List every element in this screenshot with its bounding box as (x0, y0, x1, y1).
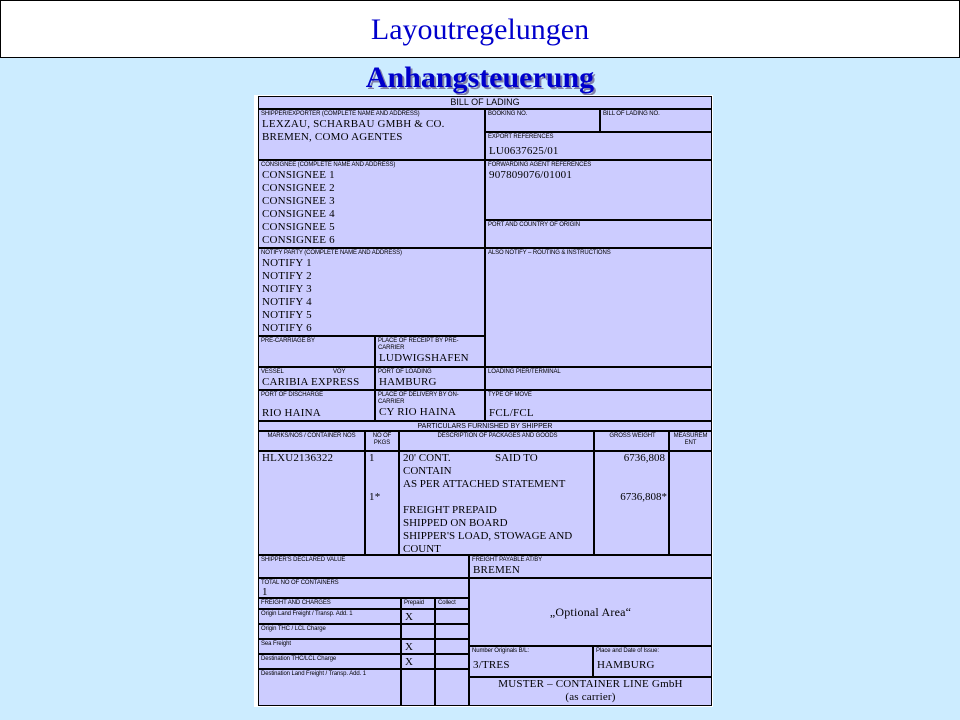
place-receipt-box (375, 336, 485, 367)
desc-line-shipped: SHIPPED ON BOARD (403, 517, 508, 529)
notify-line-4: NOTIFY 4 (262, 296, 312, 308)
origin-box (485, 220, 712, 248)
place-delivery-box (375, 390, 485, 421)
bol-header (258, 96, 712, 109)
col-weight-header (594, 431, 669, 451)
consignee-box (258, 160, 485, 248)
bl-no-box (600, 109, 712, 132)
notify-line-6: NOTIFY 6 (262, 322, 312, 334)
notify-line-1: NOTIFY 1 (262, 257, 312, 269)
desc-line-attached: AS PER ATTACHED STATEMENT (403, 478, 566, 490)
total-containers-value: 1 (262, 586, 268, 598)
container-no: HLXU2136322 (262, 452, 334, 464)
charge-prepaid-1: X (405, 611, 414, 623)
port-loading-label: PORT OF LOADING (378, 369, 432, 375)
charge-label-3: Sea Freight (261, 641, 291, 647)
charge-row-4-label (258, 654, 401, 669)
charge-row-5-label (258, 669, 401, 706)
precarriage-box (258, 336, 375, 367)
voyage-label: VOY (333, 369, 346, 375)
origin-label: PORT AND COUNTRY OF ORIGIN (488, 222, 580, 228)
desc-line-load: SHIPPER'S LOAD, STOWAGE AND (403, 530, 573, 542)
vessel-label: VESSEL (261, 369, 284, 375)
col-marks-header (258, 431, 365, 451)
charge-row-4-prepaid (401, 654, 435, 669)
charge-label-1: Origin Land Freight / Transp. Add. 1 (261, 611, 353, 617)
consignee-line-4: CONSIGNEE 4 (262, 208, 335, 220)
type-move-label: TYPE OF MOVE (488, 392, 532, 398)
consignee-label: CONSIGNEE (COMPLETE NAME AND ADDRESS) (261, 162, 396, 168)
place-delivery-label: PLACE OF DELIVERY BY ON-CARRIER (378, 392, 459, 405)
export-refs-label: EXPORT REFERENCES (488, 134, 554, 140)
charge-label-2: Origin THC / LCL Charge (261, 626, 326, 632)
bl-no-label: BILL OF LADING NO. (603, 111, 660, 117)
slide-title: Layoutregelungen (370, 13, 590, 46)
port-discharge-box (258, 390, 375, 421)
notify-line-3: NOTIFY 3 (262, 283, 312, 295)
place-receipt-label: PLACE OF RECEIPT BY PRE-CARRIER (378, 338, 459, 351)
charge-label-5: Destination Land Freight / Transp. Add. 1 (261, 671, 366, 677)
desc-said-to: SAID TO (495, 452, 538, 464)
also-notify-box (485, 248, 712, 367)
col-measure-body (669, 451, 712, 555)
fwd-agent-value: 907809076/01001 (489, 169, 573, 181)
carrier-box (469, 677, 712, 706)
charge-prepaid-4: X (405, 656, 414, 668)
consignee-line-6: CONSIGNEE 6 (262, 234, 335, 246)
precarriage-label: PRE-CARRIAGE BY (261, 338, 315, 344)
num-originals-label: Number Originals B/L: (472, 648, 529, 654)
place-date-label: Place and Date of Issue: (596, 648, 659, 654)
optional-area-box (469, 578, 712, 646)
collect-header (435, 598, 469, 609)
charge-row-3-label (258, 639, 401, 654)
col-pkgs-label: NO OF PKGS (372, 433, 392, 446)
shipper-line-1: LEXZAU, SCHARBAU GMBH & CO. (262, 118, 445, 130)
charge-row-1-label (258, 609, 401, 624)
total-containers-box (258, 578, 469, 598)
weight-value-2: 6736,808* (620, 491, 667, 503)
col-marks-label: MARKS/NOS / CONTAINER NOS (267, 433, 356, 439)
place-delivery-value: CY RIO HAINA (379, 406, 457, 418)
booking-no-label: BOOKING NO. (488, 111, 528, 117)
charge-row-1-collect (435, 609, 469, 624)
desc-container-type: 20' CONT. (403, 452, 451, 464)
optional-area-text: „Optional Area“ (549, 605, 632, 619)
loading-pier-label: LOADING PIER/TERMINAL (488, 369, 561, 375)
slide-title-box (0, 0, 960, 58)
col-desc-body (399, 451, 594, 555)
fwd-agent-label: FORWARDING AGENT REFERENCES (488, 162, 592, 168)
port-loading-value: HAMBURG (379, 376, 437, 388)
charge-row-2-label (258, 624, 401, 639)
particulars-header-text: PARTICULARS FURNISHED BY SHIPPER (417, 423, 553, 430)
slide-subtitle: Anhangsteuerung (365, 61, 595, 94)
declared-value-label: SHIPPER'S DECLARED VALUE (261, 557, 346, 563)
vessel-value: CARIBIA EXPRESS (262, 376, 360, 388)
also-notify-label: ALSO NOTIFY – ROUTING & INSTRUCTIONS (488, 250, 611, 256)
freight-payable-box (469, 555, 712, 578)
col-desc-header (399, 431, 594, 451)
pkgs-value-2: 1* (369, 491, 381, 503)
particulars-header (258, 421, 712, 431)
place-date-box (593, 646, 712, 677)
port-loading-box (375, 367, 485, 390)
col-pkgs-body (365, 451, 399, 555)
desc-line-contain: CONTAIN (403, 465, 452, 477)
charge-prepaid-3: X (405, 641, 414, 653)
charge-row-3-collect (435, 639, 469, 654)
consignee-line-3: CONSIGNEE 3 (262, 195, 335, 207)
charge-row-2-prepaid (401, 624, 435, 639)
col-desc-label: DESCRIPTION OF PACKAGES AND GOODS (437, 433, 558, 439)
desc-line-count: COUNT (403, 543, 441, 555)
fwd-agent-box (485, 160, 712, 220)
charge-row-4-collect (435, 654, 469, 669)
consignee-line-2: CONSIGNEE 2 (262, 182, 335, 194)
charge-row-5-collect (435, 669, 469, 706)
type-move-value: FCL/FCL (489, 407, 534, 419)
charge-row-5-prepaid (401, 669, 435, 706)
weight-value-1: 6736,808 (623, 452, 665, 464)
prepaid-label: Prepaid (404, 600, 424, 606)
vessel-box (258, 367, 375, 390)
place-date-value: HAMBURG (597, 659, 655, 671)
shipper-label: SHIPPER/EXPORTER (COMPLETE NAME AND ADDRESS) (261, 111, 420, 117)
port-discharge-value: RIO HAINA (262, 407, 321, 419)
consignee-line-1: CONSIGNEE 1 (262, 169, 335, 181)
num-originals-value: 3/TRES (473, 659, 510, 671)
carrier-name: MUSTER – CONTAINER LINE GmbH (498, 678, 683, 690)
declared-value-box (258, 555, 469, 578)
place-receipt-value: LUDWIGSHAFEN (379, 352, 469, 364)
num-originals-box (469, 646, 593, 677)
total-containers-label: TOTAL NO OF CONTAINERS (261, 580, 339, 586)
consignee-line-5: CONSIGNEE 5 (262, 221, 335, 233)
shipper-box (258, 109, 485, 160)
booking-no-box (485, 109, 600, 132)
notify-label: NOTIFY PARTY (COMPLETE NAME AND ADDRESS) (261, 250, 402, 256)
charge-label-4: Destination THC/LCL Charge (261, 656, 337, 662)
loading-pier-box (485, 367, 712, 390)
export-refs-value: LU0637625/01 (489, 145, 559, 157)
charge-row-2-collect (435, 624, 469, 639)
notify-line-5: NOTIFY 5 (262, 309, 312, 321)
charge-row-3-prepaid (401, 639, 435, 654)
col-weight-label: GROSS WEIGHT (609, 433, 656, 439)
pkgs-value-1: 1 (369, 452, 375, 464)
charge-row-1-prepaid (401, 609, 435, 624)
collect-label: Collect (438, 600, 456, 606)
type-move-box (485, 390, 712, 421)
port-discharge-label: PORT OF DISCHARGE (261, 392, 324, 398)
shipper-line-2: BREMEN, COMO AGENTES (262, 131, 403, 143)
col-marks-body (258, 451, 365, 555)
bol-header-text: BILL OF LADING (450, 97, 520, 107)
col-pkgs-header (365, 431, 399, 451)
freight-charges-label: FREIGHT AND CHARGES (261, 600, 331, 606)
prepaid-header (401, 598, 435, 609)
col-weight-body (594, 451, 669, 555)
notify-line-2: NOTIFY 2 (262, 270, 312, 282)
freight-payable-value: BREMEN (473, 564, 521, 576)
bill-of-lading-form (254, 95, 713, 707)
freight-payable-label: FREIGHT PAYABLE AT/BY (472, 557, 543, 563)
col-measure-label: MEASUREMENT (673, 433, 708, 446)
carrier-as: (as carrier) (565, 691, 616, 703)
desc-line-freight: FREIGHT PREPAID (403, 504, 497, 516)
freight-charges-header (258, 598, 401, 609)
export-refs-box (485, 132, 712, 160)
notify-box (258, 248, 485, 336)
col-measure-header (669, 431, 712, 451)
